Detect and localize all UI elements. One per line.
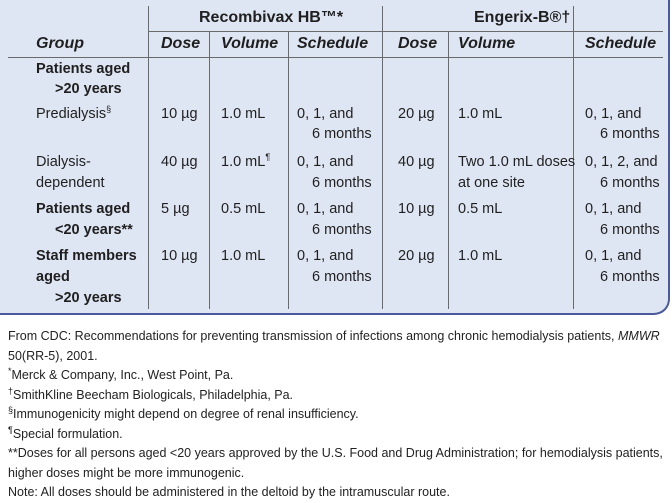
divider-e-dose [448,32,449,309]
cell-r-schedule-cont: 6 months [312,175,372,191]
cell-e-dose: 20 µg [398,248,435,264]
cell-r-schedule-cont: 6 months [312,126,372,142]
footnote-special-formulation: ¶Special formulation. [8,424,123,441]
cell-e-volume: Two 1.0 mL doses [458,154,576,170]
cell-e-schedule: 0, 1, and [585,201,642,217]
col-header-r-volume: Volume [221,35,279,52]
cell-e-schedule: 0, 1, and [585,106,642,122]
row-group-label-cont: <20 years** [55,222,133,238]
row-group-label: Predialysis§ [36,104,112,122]
row-group-label: Staff members [36,248,137,264]
cell-e-schedule-cont: 6 months [600,126,660,142]
cell-e-dose: 20 µg [398,106,435,122]
col-header-e-dose: Dose [398,35,438,52]
cell-r-volume: 1.0 mL [221,106,266,122]
cell-e-schedule-cont: 6 months [600,269,660,285]
divider-main-1 [148,6,149,309]
footnote-smithkline: †SmithKline Beecham Biologicals, Philadelphia, Pa. [8,385,294,402]
row-group-label: Patients aged [36,201,131,217]
footnote-fda-doses: **Doses for all persons aged <20 years approved by the U.S. Food and Drug Administration; for hemodialysis patients, [8,446,663,460]
source-note-cont: 50(RR-5), 2001. [8,348,98,363]
vaccine-header-recombivax: Recombivax HB™* [199,9,344,26]
rule-under-vaccine-names [148,31,663,32]
row-group-label: Patients aged [36,61,131,77]
cell-r-schedule-cont: 6 months [312,222,372,238]
cell-r-schedule: 0, 1, and [297,106,354,122]
cell-r-schedule: 0, 1, and [297,154,354,170]
cell-e-schedule-cont: 6 months [600,175,660,191]
cell-r-schedule-cont: 6 months [312,269,372,285]
cell-r-dose: 10 µg [161,106,198,122]
source-note: From CDC: Recommendations for preventing transmission of infections among chronic hemodialysis patients, MMWR [8,329,660,343]
row-group-label: Dialysis- [36,154,91,170]
row-group-label-cont: >20 years [55,81,122,97]
cell-e-volume: 1.0 mL [458,106,503,122]
col-header-e-schedule: Schedule [585,35,657,52]
row-group-label-cont: aged [36,269,70,285]
col-header-e-volume: Volume [458,35,516,52]
cell-r-dose: 10 µg [161,248,198,264]
footnote-administration: Note: All doses should be administered in the deltoid by the intramuscular route. [8,485,450,499]
cell-e-schedule-cont: 6 months [600,222,660,238]
col-header-r-dose: Dose [161,35,201,52]
cell-e-dose: 10 µg [398,201,435,217]
cell-r-volume: 1.0 mL¶ [221,152,271,170]
divider-r-dose [209,32,210,309]
cell-e-volume-cont: at one site [458,175,525,191]
row-group-label-cont: dependent [36,175,105,191]
footnote-fda-doses-cont: higher doses might be more immunogenic. [8,465,245,480]
cell-r-dose: 5 µg [161,201,190,217]
footnote-immunogenicity: §Immunogenicity might depend on degree of renal insufficiency. [8,404,359,421]
col-header-r-schedule: Schedule [297,35,369,52]
cell-e-dose: 40 µg [398,154,435,170]
vaccine-header-engerix: Engerix-B®† [474,9,571,26]
footnote-merck: *Merck & Company, Inc., West Point, Pa. [8,365,234,382]
col-header-group: Group [36,35,84,52]
cell-e-schedule: 0, 1, and [585,248,642,264]
row-group-label-cont: >20 years [55,290,122,306]
cell-e-schedule: 0, 1, 2, and [585,154,658,170]
divider-r-volume [288,32,289,309]
cell-r-schedule: 0, 1, and [297,248,354,264]
cell-e-volume: 1.0 mL [458,248,503,264]
cell-r-volume: 1.0 mL [221,248,266,264]
divider-main-2 [382,6,383,309]
cell-r-schedule: 0, 1, and [297,201,354,217]
cell-r-volume: 0.5 mL [221,201,266,217]
cell-e-volume: 0.5 mL [458,201,503,217]
footnotes [8,327,668,503]
cell-r-dose: 40 µg [161,154,198,170]
